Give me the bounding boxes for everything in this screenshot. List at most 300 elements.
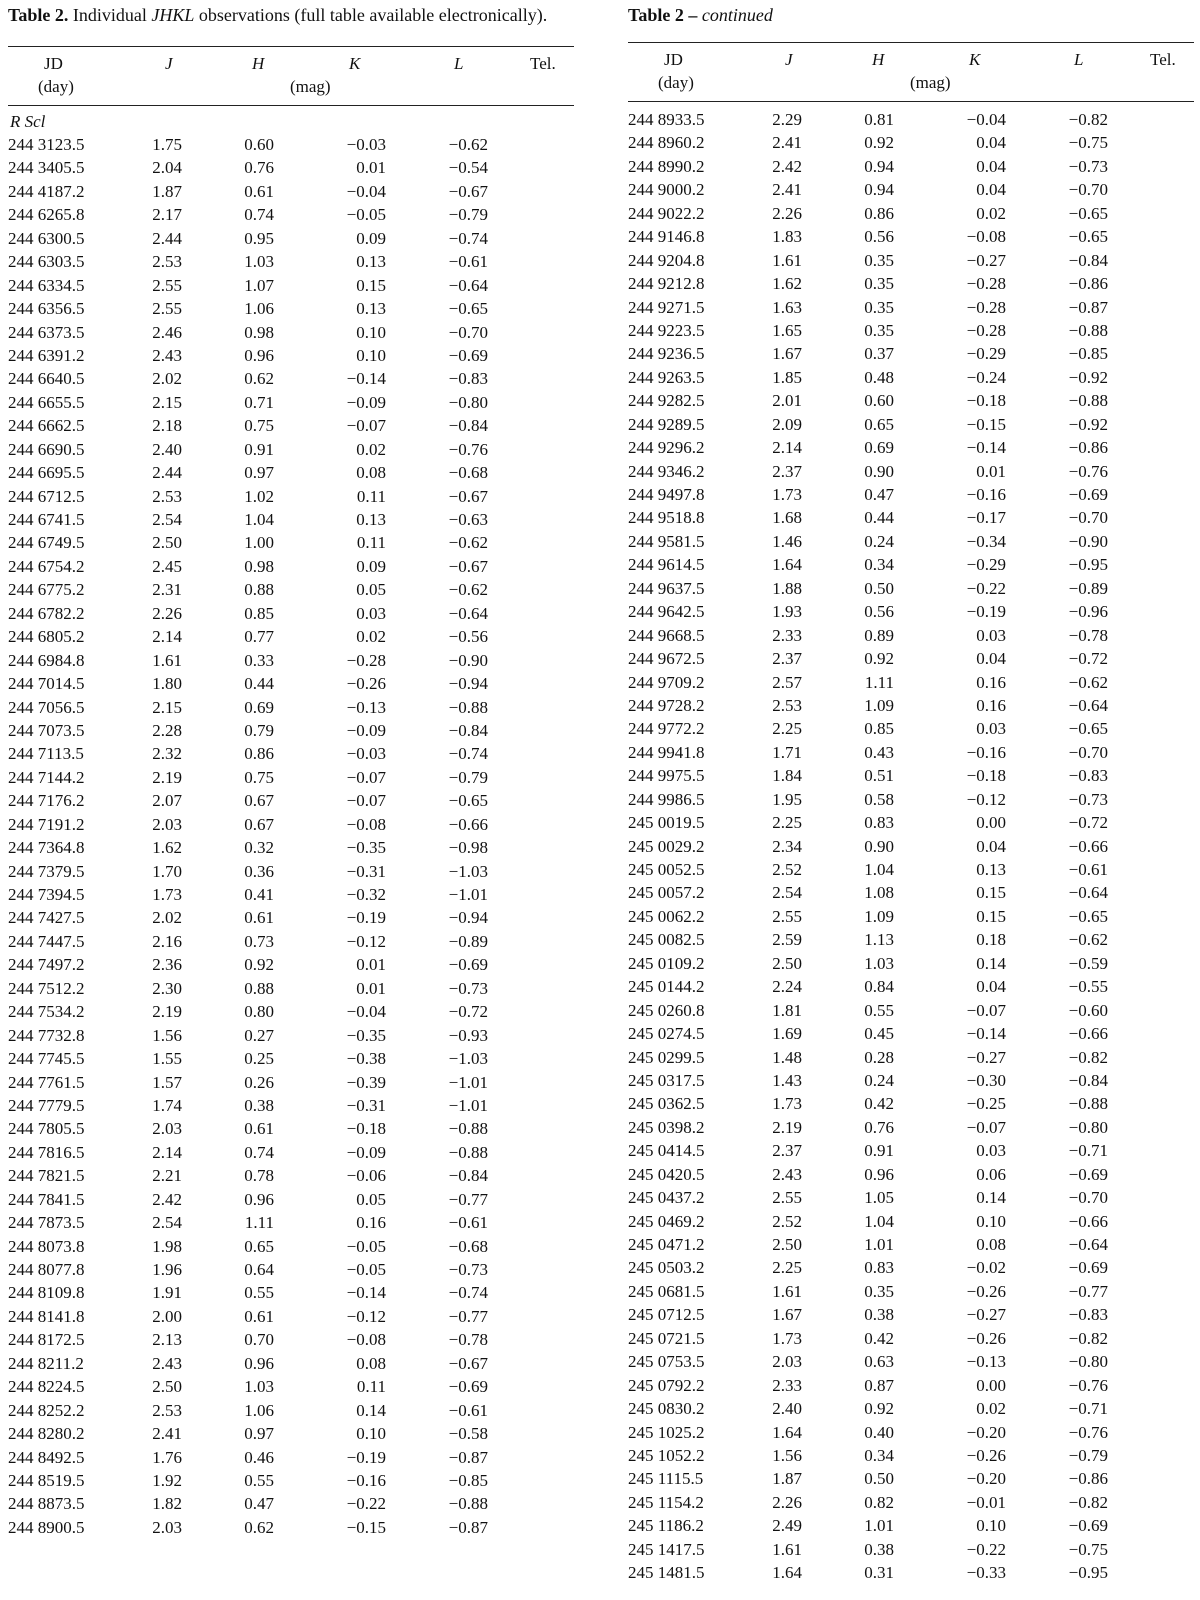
cell-jd: 244 6303.5 [8, 252, 85, 272]
table-row [628, 600, 1194, 623]
cell-jd: 244 9022.2 [628, 203, 705, 223]
cell-h: 0.75 [244, 767, 274, 787]
cell-k: −0.12 [346, 931, 386, 951]
cell-j: 2.26 [772, 203, 802, 223]
cell-j: 1.75 [152, 135, 182, 154]
cell-j: 2.32 [152, 744, 182, 764]
cell-h: 0.89 [864, 625, 894, 645]
table-row [8, 250, 574, 273]
cell-k: 0.13 [356, 299, 386, 319]
cell-h: 1.11 [244, 1213, 274, 1233]
cell-j: 1.64 [772, 555, 802, 575]
cell-h: 1.04 [864, 1211, 894, 1231]
cell-h: 0.96 [864, 1164, 894, 1184]
cell-l: −0.82 [1068, 1047, 1108, 1067]
cell-k: −0.17 [966, 508, 1006, 528]
table-row [8, 414, 574, 437]
cell-jd: 244 6690.5 [8, 439, 85, 459]
cell-j: 2.28 [152, 720, 182, 740]
cell-l: −0.83 [1068, 766, 1108, 786]
cell-j: 2.45 [152, 556, 182, 576]
table-row [8, 649, 574, 672]
cell-h: 0.50 [864, 578, 894, 598]
cell-j: 1.91 [152, 1283, 182, 1303]
cell-j: 2.36 [152, 955, 182, 975]
cell-jd: 244 9642.5 [628, 602, 705, 622]
cell-jd: 244 6391.2 [8, 345, 85, 365]
cell-l: −0.61 [448, 1213, 488, 1233]
table-row [8, 1024, 574, 1047]
cell-l: −0.74 [448, 1283, 488, 1303]
col-tel-header: Tel. [1150, 50, 1176, 69]
cell-k: 0.02 [976, 1399, 1006, 1419]
cell-k: −0.26 [966, 1445, 1006, 1465]
cell-k: 0.18 [976, 930, 1006, 950]
cell-j: 1.62 [152, 838, 182, 858]
cell-j: 1.65 [772, 320, 802, 340]
cell-j: 1.48 [772, 1047, 802, 1067]
cell-j: 2.17 [152, 205, 182, 225]
cell-jd: 244 7745.5 [8, 1049, 85, 1069]
cell-j: 2.42 [772, 156, 802, 176]
table-row [8, 227, 574, 250]
cell-l: −0.88 [1068, 1094, 1108, 1114]
table-row [628, 1022, 1194, 1045]
table-row [628, 1280, 1194, 1303]
cell-k: −0.19 [346, 1447, 386, 1467]
cell-k: −0.34 [966, 531, 1006, 551]
cell-k: 0.02 [976, 203, 1006, 223]
cell-h: 0.35 [864, 274, 894, 294]
cell-h: 0.91 [864, 1141, 894, 1161]
cell-k: −0.27 [966, 1047, 1006, 1067]
cell-jd: 245 1186.2 [628, 1516, 704, 1536]
cell-j: 2.21 [152, 1166, 182, 1186]
table-row [8, 133, 574, 156]
cell-jd: 244 6662.5 [8, 416, 85, 436]
cell-jd: 244 7512.2 [8, 978, 85, 998]
cell-jd: 244 7779.5 [8, 1095, 85, 1115]
cell-h: 0.44 [864, 508, 894, 528]
cell-h: 0.51 [864, 766, 894, 786]
cell-h: 0.98 [244, 556, 274, 576]
cell-h: 0.63 [864, 1352, 894, 1372]
table-row [628, 928, 1194, 951]
cell-h: 0.34 [864, 555, 894, 575]
cell-k: −0.02 [966, 1258, 1006, 1278]
cell-h: 0.38 [244, 1095, 274, 1115]
table-row [8, 696, 574, 719]
table-row [628, 905, 1194, 928]
cell-l: −0.92 [1068, 414, 1108, 434]
cell-jd: 245 1052.2 [628, 1445, 705, 1465]
cell-h: 0.85 [244, 603, 274, 623]
cell-l: −0.66 [1068, 1211, 1108, 1231]
cell-jd: 245 0753.5 [628, 1352, 705, 1372]
cell-l: −0.89 [448, 931, 488, 951]
cell-j: 2.49 [772, 1516, 802, 1536]
cell-jd: 244 6712.5 [8, 486, 85, 506]
cell-l: −0.64 [448, 275, 488, 295]
cell-l: −0.79 [448, 205, 488, 225]
cell-l: −0.69 [1068, 1516, 1108, 1536]
cell-h: 0.40 [864, 1422, 894, 1442]
cell-jd: 244 8172.5 [8, 1330, 85, 1350]
cell-j: 2.55 [772, 1188, 802, 1208]
cell-k: −0.33 [966, 1563, 1006, 1583]
table-row [8, 883, 574, 906]
cell-k: 0.15 [356, 275, 386, 295]
cell-k: −0.18 [346, 1119, 386, 1139]
cell-j: 1.87 [152, 181, 182, 201]
cell-jd: 244 9709.2 [628, 672, 705, 692]
cell-k: −0.05 [346, 205, 386, 225]
cell-j: 2.14 [152, 1142, 182, 1162]
cell-jd: 244 9728.2 [628, 695, 705, 715]
cell-l: −0.86 [1068, 1469, 1108, 1489]
cell-k: −0.01 [966, 1492, 1006, 1512]
cell-l: −1.01 [448, 1072, 488, 1092]
cell-l: −0.73 [1068, 156, 1108, 176]
cell-jd: 244 9212.8 [628, 274, 705, 294]
cell-h: 0.48 [864, 367, 894, 387]
cell-jd: 244 9146.8 [628, 227, 705, 247]
cell-jd: 244 9581.5 [628, 531, 705, 551]
cell-l: −0.82 [1068, 1492, 1108, 1512]
cell-jd: 244 6640.5 [8, 369, 85, 389]
cell-jd: 244 7821.5 [8, 1166, 85, 1186]
table-row [8, 1094, 574, 1117]
cell-j: 1.95 [772, 789, 802, 809]
cell-jd: 244 9223.5 [628, 320, 705, 340]
cell-j: 2.37 [772, 461, 802, 481]
cell-j: 2.57 [772, 672, 802, 692]
cell-l: −0.88 [1068, 391, 1108, 411]
cell-j: 1.93 [772, 602, 802, 622]
table-row [628, 764, 1194, 787]
cell-jd: 244 6782.2 [8, 603, 85, 623]
cell-j: 2.41 [772, 133, 802, 153]
table-row [628, 741, 1194, 764]
table-row [628, 717, 1194, 740]
cell-j: 2.42 [152, 1189, 182, 1209]
cell-k: −0.30 [966, 1070, 1006, 1090]
cell-jd: 244 4187.2 [8, 181, 85, 201]
col-j-header: J [165, 54, 173, 73]
cell-jd: 244 9497.8 [628, 485, 705, 504]
cell-k: −0.16 [966, 485, 1006, 504]
cell-jd: 244 7841.5 [8, 1189, 85, 1209]
cell-jd: 244 9668.5 [628, 625, 705, 645]
table-row [628, 881, 1194, 904]
table-caption-continued [628, 5, 1194, 25]
cell-h: 0.94 [864, 156, 894, 176]
cell-jd: 245 1417.5 [628, 1539, 705, 1559]
table-row [8, 321, 574, 344]
cell-jd: 244 8492.5 [8, 1447, 85, 1467]
cell-jd: 245 0062.2 [628, 906, 705, 926]
cell-jd: 244 6984.8 [8, 650, 85, 670]
cell-j: 2.26 [152, 603, 182, 623]
table-row [628, 389, 1194, 412]
cell-j: 2.24 [772, 977, 802, 997]
cell-l: −0.88 [448, 1142, 488, 1162]
cell-j: 2.43 [152, 345, 182, 365]
cell-j: 2.52 [772, 860, 802, 879]
cell-l: −0.70 [1068, 180, 1108, 200]
table-row [628, 1397, 1194, 1420]
cell-k: 0.08 [356, 463, 386, 483]
cell-jd: 244 7534.2 [8, 1002, 85, 1022]
table-row [628, 108, 1194, 131]
cell-k: −0.03 [346, 135, 386, 154]
cell-h: 0.56 [864, 602, 894, 622]
cell-jd: 244 6334.5 [8, 275, 85, 295]
cell-k: −0.29 [966, 344, 1006, 364]
cell-k: −0.28 [346, 650, 386, 670]
cell-l: −0.69 [448, 1377, 488, 1397]
cell-k: −0.03 [346, 744, 386, 764]
cell-k: −0.28 [966, 297, 1006, 317]
table-row [8, 1446, 574, 1469]
col-jd-unit: (day) [658, 73, 694, 92]
cell-h: 0.42 [864, 1328, 894, 1348]
cell-j: 2.15 [152, 697, 182, 717]
cell-jd: 245 0471.2 [628, 1235, 705, 1254]
table-row [8, 1235, 574, 1258]
cell-jd: 245 1481.5 [628, 1563, 705, 1583]
cell-j: 2.54 [152, 1213, 182, 1233]
cell-k: −0.29 [966, 555, 1006, 575]
col-l-header: L [454, 54, 464, 73]
cell-l: −0.70 [1068, 1188, 1108, 1208]
cell-h: 1.05 [864, 1188, 894, 1208]
cell-k: −0.09 [346, 1142, 386, 1162]
cell-jd: 245 0317.5 [628, 1070, 705, 1090]
col-jd-unit: (day) [38, 77, 74, 96]
cell-k: −0.15 [346, 1517, 386, 1537]
cell-k: 0.06 [976, 1164, 1006, 1184]
cell-h: 0.74 [244, 1142, 274, 1162]
cell-h: 0.34 [864, 1445, 894, 1465]
cell-j: 1.61 [152, 650, 182, 670]
table-row [628, 249, 1194, 272]
cell-k: −0.28 [966, 320, 1006, 340]
cell-h: 0.38 [864, 1305, 894, 1325]
col-h-header: H [872, 50, 885, 69]
cell-h: 0.61 [244, 908, 274, 928]
cell-j: 1.67 [772, 1305, 802, 1325]
cell-k: 0.04 [976, 180, 1006, 200]
cell-l: −0.72 [1068, 813, 1108, 833]
cell-j: 2.54 [152, 510, 182, 529]
table-row [628, 577, 1194, 600]
cell-j: 2.09 [772, 414, 802, 434]
cell-jd: 245 0052.5 [628, 860, 705, 879]
cell-j: 1.88 [772, 578, 802, 598]
table-row [628, 1538, 1194, 1561]
cell-l: −0.94 [448, 908, 488, 928]
cell-h: 0.35 [864, 1281, 894, 1301]
table-row [628, 225, 1194, 248]
cell-jd: 244 8109.8 [8, 1283, 85, 1303]
cell-jd: 244 7176.2 [8, 791, 85, 811]
cell-j: 2.33 [772, 1375, 802, 1395]
cell-k: 0.04 [976, 649, 1006, 669]
cell-k: −0.04 [346, 181, 386, 201]
table-row [628, 530, 1194, 553]
table-row [8, 719, 574, 742]
cell-j: 2.55 [152, 299, 182, 319]
cell-k: 0.14 [976, 953, 1006, 973]
cell-k: −0.18 [966, 766, 1006, 786]
cell-k: 0.03 [976, 625, 1006, 645]
cell-l: −0.98 [448, 838, 488, 858]
cell-l: −0.72 [1068, 649, 1108, 669]
cell-l: −0.69 [1068, 1164, 1108, 1184]
table-row [628, 1116, 1194, 1139]
cell-l: −0.54 [448, 158, 488, 178]
cell-j: 2.14 [772, 438, 802, 458]
table-row [628, 952, 1194, 975]
cell-h: 0.67 [244, 791, 274, 811]
table-row [628, 178, 1194, 201]
cell-j: 2.50 [152, 533, 182, 553]
cell-jd: 244 8873.5 [8, 1494, 85, 1514]
cell-l: −0.80 [448, 392, 488, 412]
col-jd-header: JD [44, 54, 63, 73]
table-row [628, 1514, 1194, 1537]
table-row [8, 789, 574, 812]
cell-k: 0.10 [356, 322, 386, 342]
cell-l: −0.70 [1068, 742, 1108, 762]
cell-l: −0.67 [448, 181, 488, 201]
cell-j: 2.50 [772, 953, 802, 973]
cell-j: 2.53 [152, 1400, 182, 1420]
table-row [628, 788, 1194, 811]
cell-jd: 244 6373.5 [8, 322, 85, 342]
cell-h: 0.79 [244, 720, 274, 740]
cell-h: 0.69 [244, 697, 274, 717]
cell-j: 2.37 [772, 1141, 802, 1161]
table-header [8, 47, 574, 105]
cell-jd: 244 7379.5 [8, 861, 85, 881]
cell-l: −0.69 [448, 345, 488, 365]
cell-k: −0.38 [346, 1049, 386, 1069]
cell-j: 2.44 [152, 228, 182, 248]
col-tel-header: Tel. [530, 54, 556, 73]
cell-h: 1.04 [864, 860, 894, 879]
cell-j: 2.55 [772, 906, 802, 926]
col-j-header: J [785, 50, 793, 69]
cell-k: 0.13 [976, 860, 1006, 879]
cell-j: 2.34 [772, 836, 802, 856]
cell-k: −0.08 [346, 814, 386, 834]
cell-k: 0.16 [976, 672, 1006, 692]
table-row [8, 1375, 574, 1398]
cell-l: −0.85 [448, 1470, 488, 1490]
header-rule [8, 105, 574, 106]
cell-k: −0.12 [966, 789, 1006, 809]
cell-k: 0.04 [976, 156, 1006, 176]
cell-l: −0.88 [448, 1119, 488, 1139]
cell-k: 0.05 [356, 580, 386, 600]
cell-jd: 244 7873.5 [8, 1213, 85, 1233]
cell-k: −0.26 [346, 674, 386, 694]
cell-j: 1.62 [772, 274, 802, 294]
cell-jd: 244 6754.2 [8, 556, 85, 576]
cell-k: 0.10 [976, 1211, 1006, 1231]
cell-jd: 245 0299.5 [628, 1047, 705, 1067]
cell-j: 2.52 [772, 1211, 802, 1231]
cell-jd: 245 1025.2 [628, 1422, 705, 1442]
cell-h: 0.60 [244, 135, 274, 154]
cell-h: 0.24 [864, 1070, 894, 1090]
cell-j: 1.84 [772, 766, 802, 786]
cell-j: 2.31 [152, 580, 182, 600]
cell-jd: 244 8211.2 [8, 1353, 84, 1373]
cell-k: 0.11 [356, 486, 386, 506]
table-row [8, 1188, 574, 1211]
cell-h: 1.02 [244, 486, 274, 506]
cell-h: 0.90 [864, 836, 894, 856]
cell-j: 2.59 [772, 930, 802, 950]
cell-k: −0.24 [966, 367, 1006, 387]
cell-l: −0.76 [1068, 1375, 1108, 1395]
cell-l: −1.03 [448, 1049, 488, 1069]
table-row [8, 180, 574, 203]
cell-l: −0.67 [448, 1353, 488, 1373]
table-row [628, 1210, 1194, 1233]
cell-l: −0.56 [448, 627, 488, 647]
cell-k: 0.09 [356, 228, 386, 248]
cell-j: 1.74 [152, 1095, 182, 1115]
table-row [8, 1328, 574, 1351]
cell-jd: 244 9204.8 [628, 250, 705, 270]
cell-h: 0.83 [864, 1258, 894, 1278]
cell-h: 0.69 [864, 438, 894, 458]
cell-k: −0.22 [966, 578, 1006, 598]
cell-j: 2.04 [152, 158, 182, 178]
cell-k: 0.10 [356, 345, 386, 365]
cell-k: 0.03 [976, 1141, 1006, 1161]
table-row [628, 413, 1194, 436]
cell-h: 0.82 [864, 1492, 894, 1512]
cell-jd: 245 0503.2 [628, 1258, 705, 1278]
table-row [8, 1141, 574, 1164]
cell-jd: 244 8224.5 [8, 1377, 85, 1397]
caption-text-post: observations (full table available electronically). [198, 5, 548, 25]
cell-j: 2.13 [152, 1330, 182, 1350]
cell-k: −0.14 [966, 1024, 1006, 1044]
cell-jd: 244 8252.2 [8, 1400, 85, 1420]
cell-jd: 244 7447.5 [8, 931, 85, 951]
table-caption [8, 5, 574, 25]
cell-l: −0.62 [1068, 930, 1108, 950]
table-row [628, 1374, 1194, 1397]
table-row [628, 858, 1194, 881]
cell-k: −0.31 [346, 861, 386, 881]
cell-k: 0.04 [976, 133, 1006, 153]
cell-h: 0.50 [864, 1469, 894, 1489]
cell-jd: 244 7056.5 [8, 697, 85, 717]
cell-jd: 245 0469.2 [628, 1211, 705, 1231]
cell-j: 2.25 [772, 719, 802, 739]
table-row [8, 742, 574, 765]
cell-k: −0.08 [966, 227, 1006, 247]
cell-l: −0.88 [448, 697, 488, 717]
table-row [8, 555, 574, 578]
